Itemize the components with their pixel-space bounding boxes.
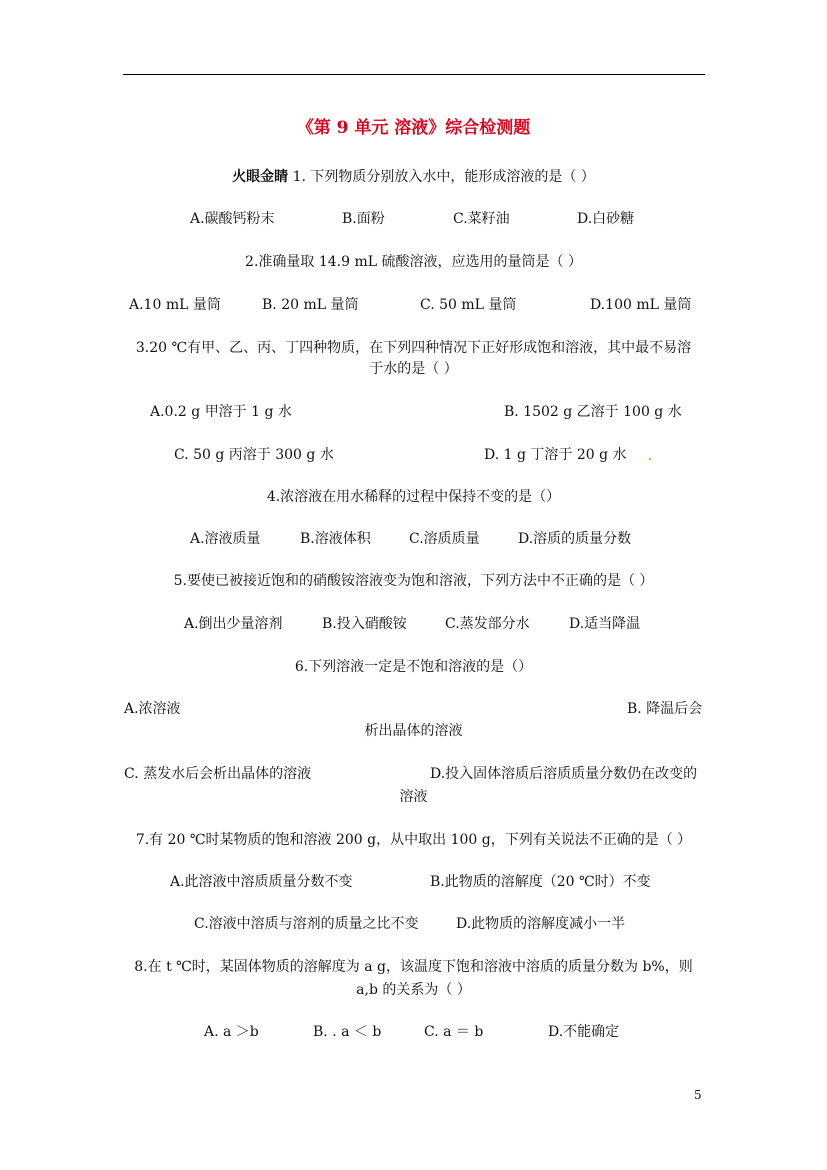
q5-option-b: B.投入硝酸铵 [322,616,407,632]
q6-option-d-continued: 溶液 [399,789,428,805]
q1-option-b: B.面粉 [342,211,385,227]
page-number: 5 [694,1088,702,1102]
question-3-stem-line-1: 3.20 ℃有甲、乙、丙、丁四种物质，在下列四种情况下正好形成饱和溶液，其中最不易溶 [135,340,692,356]
q2-option-d: D.100 mL 量筒 [590,297,692,313]
q1-option-c: C.菜籽油 [453,211,510,227]
q7-option-a: A.此溶液中溶质质量分数不变 [170,874,353,890]
question-6-stem: 6.下列溶液一定是不饱和溶液的是（） [294,659,533,675]
q2-option-a: A.10 mL 量筒 [129,297,221,313]
question-8-stem-line-1: 8.在 t ℃时，某固体物质的溶解度为 a g，该温度下饱和溶液中溶质的质量分数为 b%，则 [134,959,693,975]
q8-option-c: C. a ＝ b [424,1024,484,1040]
q3-option-a: A.0.2 g 甲溶于 1 g 水 [150,404,292,420]
q4-option-a: A.溶液质量 [190,531,261,547]
q6-option-b-continued: 析出晶体的溶液 [364,723,463,739]
q3-option-b: B. 1502 g 乙溶于 100 g 水 [504,404,682,420]
q6-option-a: A.浓溶液 [124,701,181,717]
question-5-stem: 5.要使已被接近饱和的硝酸铵溶液变为饱和溶液，下列方法中不正确的是（ ） [173,573,654,589]
q5-option-d: D.适当降温 [569,616,641,632]
q7-option-b: B.此物质的溶解度（20 ℃时）不变 [430,874,651,890]
header-rule [123,74,705,75]
q3-option-c: C. 50 g 丙溶于 300 g 水 [174,447,334,463]
q6-option-d: D.投入固体溶质后溶质质量分数仍在改变的 [430,766,698,782]
q3-option-d: D. 1 g 丁溶于 20 g 水 [484,447,627,463]
page-title: 《第 9 单元 溶液》综合检测题 [296,118,531,138]
question-2-stem: 2.准确量取 14.9 mL 硫酸溶液，应选用的量筒是（ ） [245,254,582,270]
question-3-stem-line-2: 于水的是（ ） [369,361,458,377]
q4-option-b: B.溶液体积 [300,531,371,547]
question-8-stem-line-2: a,b 的关系为（ ） [356,982,471,998]
question-4-stem: 4.浓溶液在用水稀释的过程中保持不变的是（） [266,489,561,505]
q5-option-c: C.蒸发部分水 [445,616,530,632]
q8-option-d: D.不能确定 [548,1024,620,1040]
section-label: 火眼金睛 [232,169,289,185]
q8-option-a: A. a ＞b [204,1024,259,1040]
question-7-stem: 7.有 20 ℃时某物质的饱和溶液 200 g，从中取出 100 g，下列有关说法不正确的是（ ） [135,832,692,848]
question-1-stem [0,168,827,186]
q6-option-b: B. 降温后会 [627,701,703,717]
q2-option-c: C. 50 mL 量筒 [420,297,517,313]
q6-option-c: C. 蒸发水后会析出晶体的溶液 [124,766,312,782]
q7-option-d: D.此物质的溶解度减小一半 [456,916,626,932]
q2-option-b: B. 20 mL 量筒 [262,297,359,313]
question-1-text: 1. 下列物质分别放入水中，能形成溶液的是（ ） [288,169,595,185]
q1-option-d: D.白砂糖 [577,211,635,227]
q4-option-d: D.溶质的质量分数 [518,531,632,547]
stray-dot [649,458,651,460]
q1-option-a: A.碳酸钙粉末 [190,211,275,227]
q8-option-b: B. . a ＜ b [313,1024,382,1040]
q4-option-c: C.溶质质量 [409,531,480,547]
q5-option-a: A.倒出少量溶剂 [184,616,283,632]
q7-option-c: C.溶液中溶质与溶剂的质量之比不变 [194,916,419,932]
